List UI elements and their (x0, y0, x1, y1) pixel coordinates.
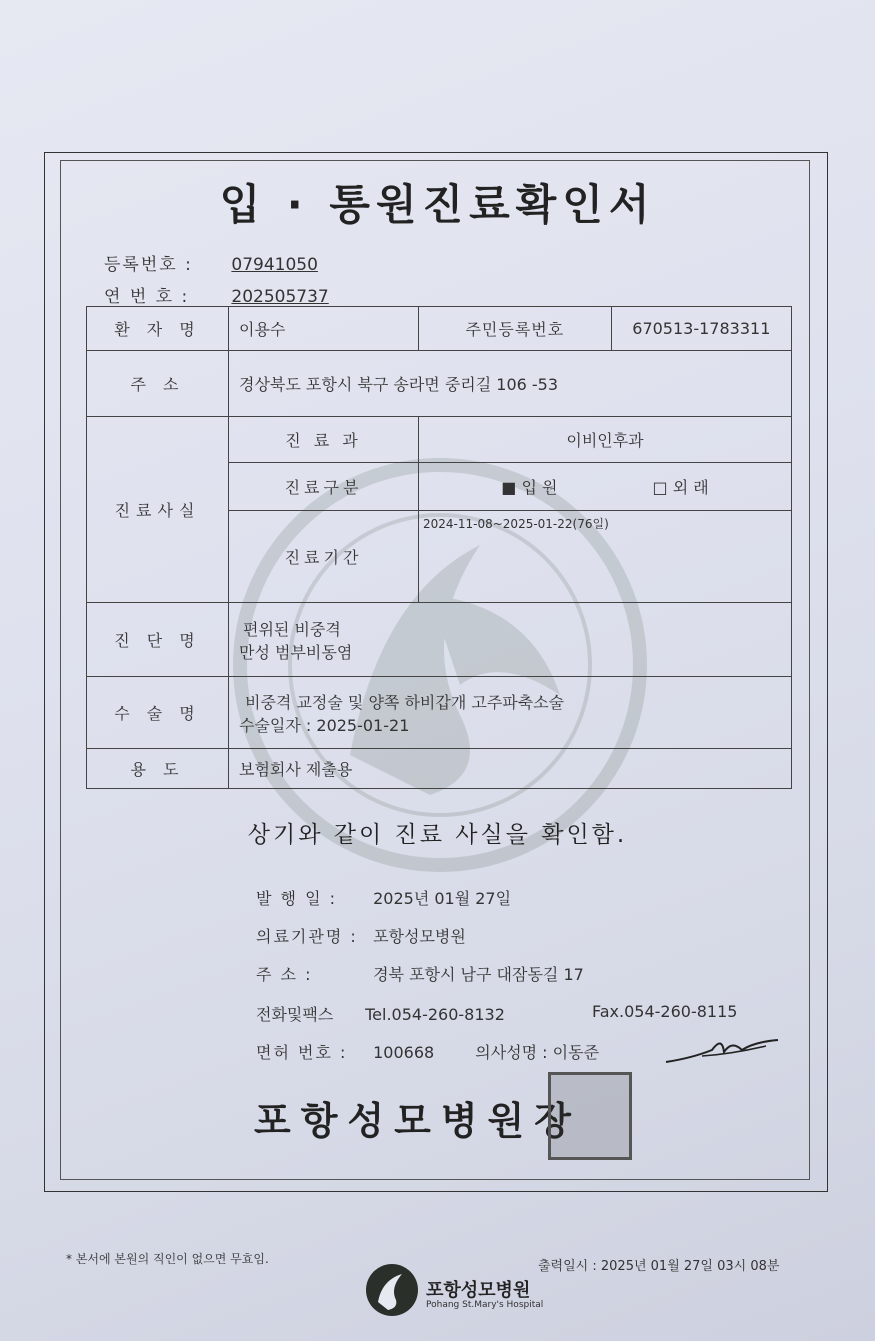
institution-address-row (256, 962, 584, 985)
serial-number-label: 연 번 호 : (104, 287, 190, 307)
phone-fax-label: 전화및팩스 (256, 1005, 334, 1024)
doctor-signature-icon (662, 1032, 782, 1068)
surgery-value (229, 677, 792, 749)
issue-date-label: 발 행 일 : (256, 889, 338, 908)
document-title: 입 · 통원진료확인서 (219, 180, 656, 229)
purpose-value: 보험회사 제출용 (229, 749, 792, 789)
department-value: 이비인후과 (419, 417, 792, 463)
tel-number: Tel.054-260-8132 (365, 1005, 505, 1024)
outpatient-checkbox-icon: □ (652, 478, 668, 497)
treatment-section-label: 진료사실 (87, 417, 229, 603)
hospital-director-title: 포항성모병원장 (254, 1099, 581, 1143)
institution-row (256, 924, 466, 947)
rrn-value: 670513-1783311 (611, 307, 791, 351)
outpatient-label: 외 래 (672, 478, 709, 497)
registration-number-label: 등록번호 : (104, 255, 193, 275)
print-datetime: 출력일시 : 2025년 01월 27일 03시 08분 (538, 1259, 780, 1274)
diagnosis-line-1: 편위된 비중격 (243, 619, 341, 639)
patient-name: 이용수 (229, 307, 419, 351)
serial-number: 202505737 (231, 287, 329, 307)
surgery-line-1: 비중격 교정술 및 양쪽 하비갑개 고주파축소술 (245, 692, 565, 712)
fax-number: Fax.054-260-8115 (592, 1002, 738, 1021)
registration-number: 07941050 (231, 255, 318, 275)
confirmation-text: 상기와 같이 진료 사실을 확인함. (247, 822, 628, 848)
institution-label: 의료기관명 : (256, 927, 358, 946)
address-value: 경상북도 포항시 북구 송라면 중리길 106 -53 (229, 351, 792, 417)
diagnosis-label: 진 단 명 (87, 603, 229, 677)
doctor-label: 의사성명 : (475, 1043, 548, 1062)
issue-date: 2025년 01월 27일 (373, 889, 512, 908)
doctor-name: 이동준 (552, 1043, 600, 1062)
rrn-label: 주민등록번호 (419, 307, 612, 351)
department-label: 진 료 과 (229, 417, 419, 463)
institution-address: 경북 포항시 남구 대잠동길 17 (373, 965, 584, 984)
diagnosis-value (229, 603, 792, 677)
purpose-label: 용 도 (87, 749, 229, 789)
patient-name-label: 환 자 명 (87, 307, 229, 351)
issue-date-row (256, 886, 511, 909)
surgery-label: 수 술 명 (87, 677, 229, 749)
surgery-line-2: 수술일자 : 2025-01-21 (239, 715, 410, 735)
registration-number-row (104, 250, 318, 275)
hospital-logo-icon (364, 1262, 420, 1318)
license-number: 100668 (373, 1043, 435, 1062)
diagnosis-line-2: 만성 범부비동염 (239, 642, 353, 662)
phone-fax-row (256, 1002, 766, 1025)
treatment-type-options (419, 463, 792, 511)
license-label: 면허 번호 : (256, 1043, 348, 1062)
institution-name: 포항성모병원 (373, 927, 466, 946)
official-seal-stamp-icon (548, 1072, 632, 1160)
validity-notice: * 본서에 본원의 직인이 없으면 무효임. (66, 1252, 269, 1266)
treatment-period-label: 진료기간 (229, 511, 419, 603)
license-row (256, 1040, 599, 1063)
treatment-type-label: 진료구분 (229, 463, 419, 511)
treatment-period-value: 2024-11-08~2025-01-22(76일) (419, 511, 792, 603)
serial-number-row (104, 282, 329, 307)
inpatient-checkbox-icon: ■ (501, 478, 517, 497)
hospital-logo-subtitle: Pohang St.Mary's Hospital (426, 1300, 544, 1310)
patient-info-table (86, 306, 792, 789)
inpatient-label: 입 원 (521, 478, 558, 497)
hospital-logo-name: 포항성모병원 (426, 1280, 531, 1301)
institution-address-label: 주 소 : (256, 965, 313, 984)
address-label: 주 소 (87, 351, 229, 417)
